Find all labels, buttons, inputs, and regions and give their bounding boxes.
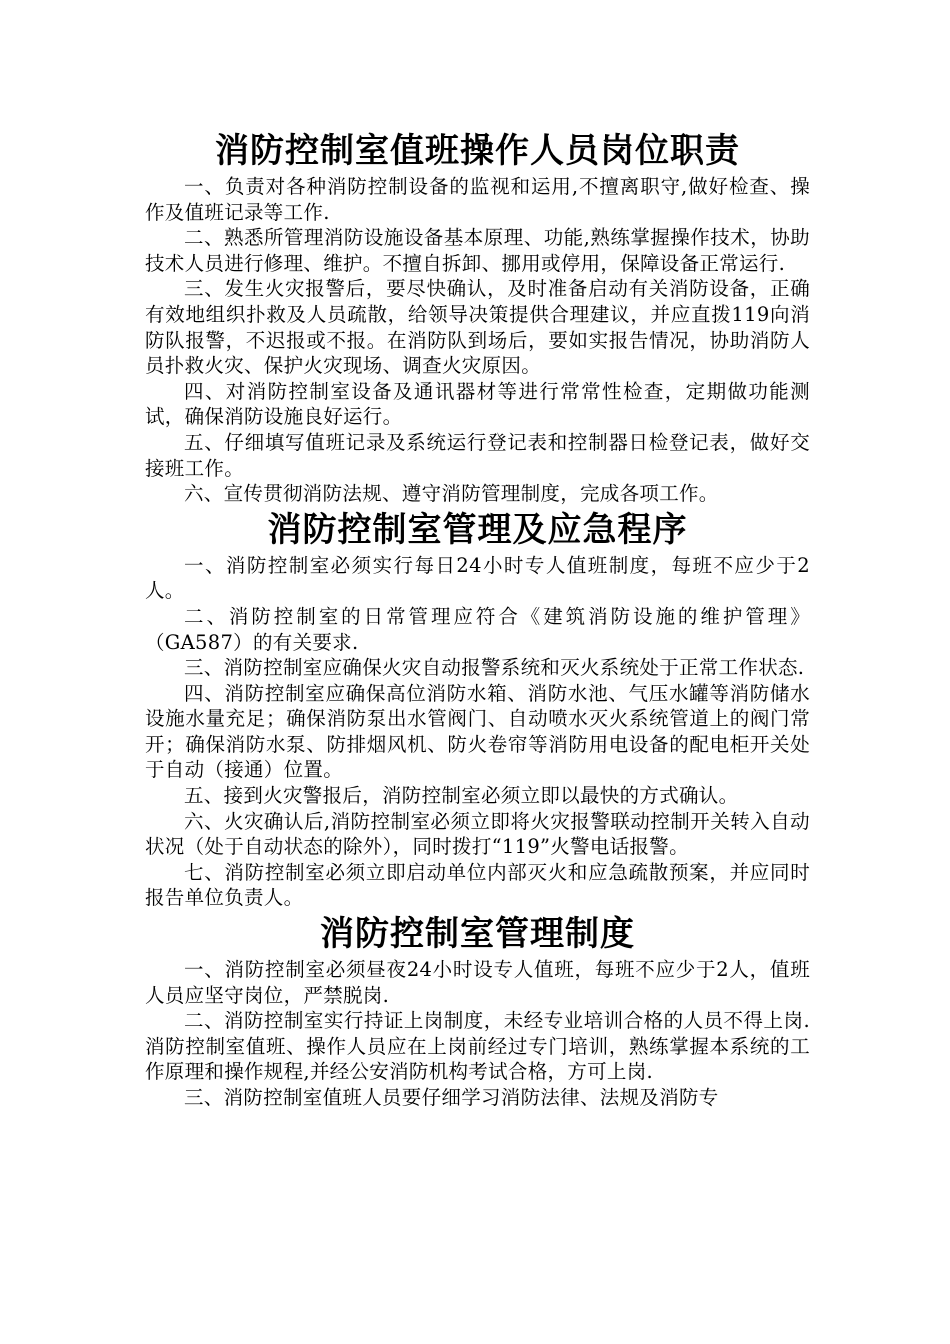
paragraph: 一、负责对各种消防控制设备的监视和运用,不擅离职守,做好检查、操作及值班记录等工作. <box>145 175 810 224</box>
paragraph: 二、消防控制室实行持证上岗制度，未经专业培训合格的人员不得上岗.消防控制室值班、操作人员应在上岗前经过专门培训，熟练掌握本系统的工作原理和操作规程,并经公安消防机构考试合格，方可上岗. <box>145 1009 810 1084</box>
paragraph: 六、火灾确认后,消防控制室必须立即将火灾报警联动控制开关转入自动状况（处于自动状态的除外），同时拨打“119”火警电话报警。 <box>145 809 810 859</box>
document-page <box>145 128 810 1111</box>
paragraph: 四、消防控制室应确保高位消防水箱、消防水池、气压水罐等消防储水设施水量充足；确保消防泵出水管阀门、自动喷水灭火系统管道上的阀门常开；确保消防水泵、防排烟风机、防火卷帘等消防用电设备的配电柜开关处于自动（接通）位置。 <box>145 681 810 782</box>
section-title-duty: 消防控制室值班操作人员岗位职责 <box>215 131 740 171</box>
paragraph: 五、仔细填写值班记录及系统运行登记表和控制器日检登记表，做好交接班工作。 <box>145 430 810 480</box>
paragraph: 五、接到火灾警报后，消防控制室必须立即以最快的方式确认。 <box>184 784 739 808</box>
paragraph: 七、消防控制室必须立即启动单位内部灭火和应急疏散预案，并应同时报告单位负责人。 <box>145 860 810 910</box>
paragraph: 六、宣传贯彻消防法规、遵守消防管理制度，完成各项工作。 <box>184 482 719 506</box>
paragraph: 二、熟悉所管理消防设施设备基本原理、功能,熟练掌握操作技术，协助技术人员进行修理、维护。不擅自拆卸、挪用或停用，保障设备正常运行. <box>145 226 810 275</box>
paragraph: 三、发生火灾报警后，要尽快确认，及时准备启动有关消防设备，正确有效地组织扑救及人员疏散，给领导决策提供合理建议，并应直拨119向消防队报警，不迟报或不报。在消防队到场后，要如实报告情况，协助消防人员扑救火灾、保护火灾现场、调查火灾原因。 <box>145 277 810 378</box>
paragraph: 一、消防控制室必须实行每日24小时专人值班制度，每班不应少于2人。 <box>145 553 810 603</box>
paragraph: 四、对消防控制室设备及通讯器材等进行常常性检查，定期做功能测试，确保消防设施良好运行。 <box>145 379 810 429</box>
section-title-management: 消防控制室管理制度 <box>320 914 635 955</box>
paragraph: 三、消防控制室值班人员要仔细学习消防法律、法规及消防专 <box>184 1086 719 1109</box>
paragraph: 二、消防控制室的日常管理应符合《建筑消防设施的维护管理》（GA587）的有关要求. <box>145 604 810 654</box>
section-title-emergency: 消防控制室管理及应急程序 <box>267 509 688 550</box>
paragraph: 一、消防控制室必须昼夜24小时设专人值班，每班不应少于2人，值班人员应坚守岗位，严禁脱岗. <box>145 958 810 1007</box>
paragraph: 三、消防控制室应确保火灾自动报警系统和灭火系统处于正常工作状态. <box>184 656 805 680</box>
